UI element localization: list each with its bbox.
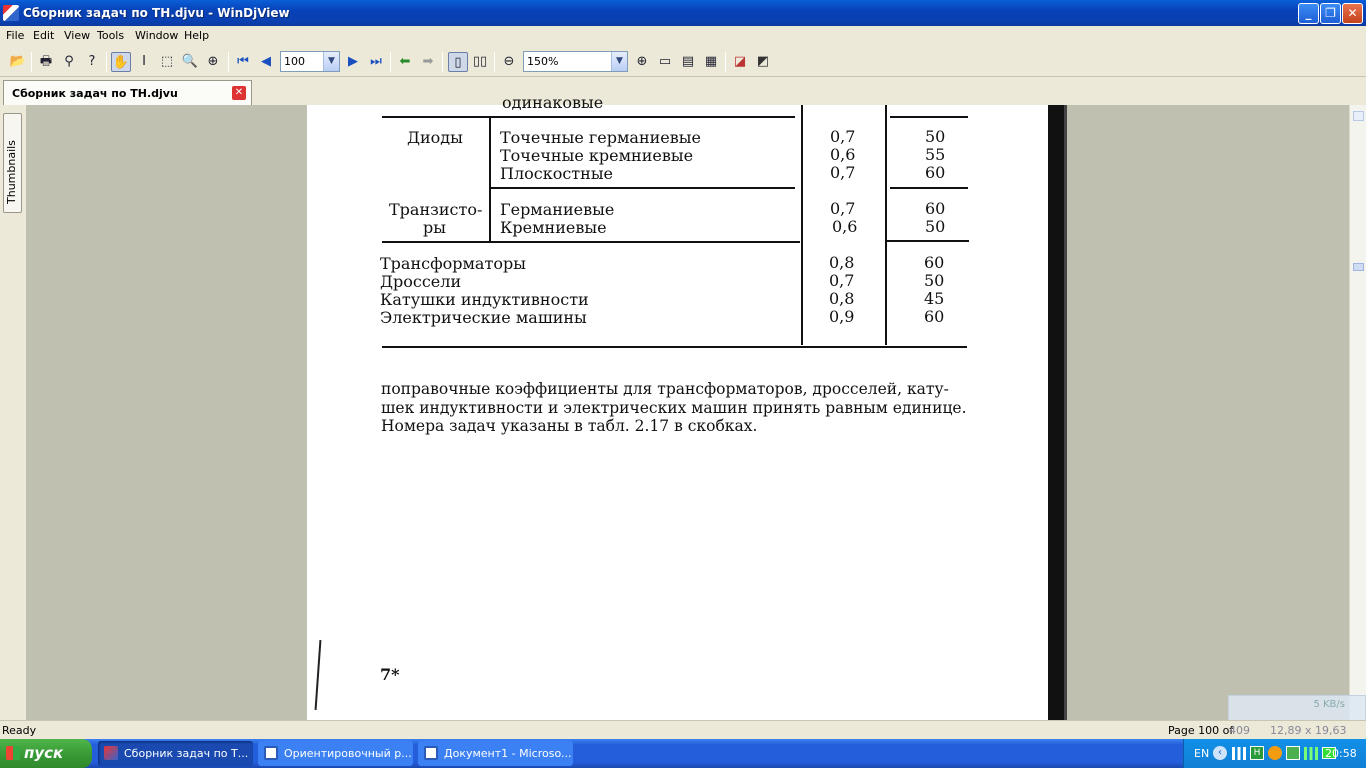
table-rule [382, 116, 795, 118]
page-scan-edge [1064, 105, 1067, 720]
minimize-button[interactable]: _ [1298, 3, 1319, 24]
transistor-row-k: 0,6 [832, 217, 858, 236]
thumbnails-tab-label: Thumbnails [5, 140, 18, 204]
page-info: Page 100 of [1168, 724, 1234, 737]
display-bw-icon[interactable]: ◩ [756, 54, 770, 69]
window-title: Сборник задач по ТН.djvu - WinDjView [23, 6, 290, 20]
footnote-mark: 7* [380, 665, 400, 684]
zoom-out-icon[interactable]: ⊖ [503, 54, 515, 69]
toolbar-separator [228, 52, 229, 72]
diode-row-name: Точечные кремниевые [500, 146, 694, 165]
windjview-icon [104, 746, 118, 760]
language-indicator[interactable]: EN [1194, 747, 1210, 760]
table-divider [489, 116, 491, 242]
toolbar-separator [442, 52, 443, 72]
table-rule [490, 187, 795, 189]
system-tray [1183, 739, 1366, 768]
task-item-word-2[interactable] [418, 741, 573, 766]
status-bar [0, 720, 1366, 739]
other-row-k: 0,9 [829, 307, 855, 326]
other-row-t: 50 [924, 271, 945, 290]
chevron-down-icon[interactable]: ▼ [611, 52, 627, 71]
menu-file[interactable]: File [6, 29, 25, 42]
transistor-row-name: Германиевые [500, 200, 615, 219]
hand-tool-icon[interactable]: ✋ [111, 52, 131, 72]
diode-row-k: 0,7 [830, 127, 856, 146]
task-label: Документ1 - Microso... [444, 747, 572, 760]
menu-window[interactable]: Window [135, 29, 179, 42]
menu-bar [0, 26, 1366, 46]
toolbar [0, 47, 1366, 77]
first-page-icon[interactable]: ⏮ [237, 54, 249, 69]
chevron-down-icon[interactable]: ▼ [323, 52, 339, 71]
app-tray-icon[interactable]: Н [1250, 746, 1264, 760]
document-tab[interactable] [3, 80, 252, 105]
page-number-combo[interactable] [280, 51, 340, 72]
app-icon[interactable] [3, 5, 19, 21]
windows-logo-icon [6, 746, 20, 760]
other-row-k: 0,8 [829, 289, 855, 308]
other-row-name: Катушки индуктивности [380, 290, 589, 309]
status-text: Ready [2, 724, 37, 737]
find-icon[interactable]: ⚲ [64, 54, 74, 69]
fit-width-icon[interactable]: ▤ [681, 54, 695, 69]
next-page-icon[interactable]: ▶ [348, 54, 358, 69]
fit-page-icon[interactable]: ▭ [658, 54, 672, 69]
other-row-name: Электрические машины [380, 308, 587, 327]
zoom-rect-icon[interactable]: ⊕ [207, 54, 219, 69]
page-total: 409 [1229, 724, 1250, 737]
rect-select-icon[interactable]: ⬚ [160, 54, 174, 69]
table-rule [890, 187, 968, 189]
diode-row-k: 0,6 [830, 145, 856, 164]
page-size: 12,89 x 19,63 [1270, 724, 1347, 737]
transistor-row-t: 50 [925, 217, 946, 236]
signal-icon[interactable] [1232, 747, 1246, 760]
other-row-t: 60 [924, 253, 945, 272]
other-row-t: 45 [924, 289, 945, 308]
tab-bar [0, 78, 1366, 105]
maximize-button[interactable]: ❐ [1320, 3, 1341, 24]
scroll-thumb[interactable] [1353, 263, 1364, 271]
zoom-in-icon[interactable]: ⊕ [636, 54, 648, 69]
start-button[interactable] [0, 739, 92, 768]
menu-edit[interactable]: Edit [33, 29, 55, 42]
facing-pages-icon[interactable]: ▯▯ [472, 54, 488, 69]
diode-row-name: Плоскостные [500, 164, 614, 183]
toolbar-separator [725, 52, 726, 72]
text-select-icon[interactable]: I [142, 54, 146, 69]
other-row-name: Дроссели [380, 272, 462, 291]
thumbnails-tab[interactable] [3, 113, 22, 213]
shield-icon[interactable] [1286, 746, 1300, 760]
last-page-icon[interactable]: ⏭ [370, 54, 382, 69]
diode-row-t: 50 [925, 127, 946, 146]
table-rule [890, 116, 968, 118]
transistors-label-cont: ры [423, 218, 446, 237]
back-icon[interactable]: ⬅ [399, 54, 411, 69]
print-icon[interactable]: 🖶 [39, 54, 53, 69]
transistor-row-k: 0,7 [830, 199, 856, 218]
table-bottom-rule [382, 346, 967, 348]
help-icon[interactable]: ? [88, 54, 96, 69]
zoom-combo[interactable] [523, 51, 628, 72]
word-icon [264, 746, 278, 760]
table-divider [885, 105, 887, 345]
close-tab-icon[interactable]: ✕ [232, 86, 246, 100]
start-label: пуск [24, 744, 64, 762]
table-rule [382, 241, 800, 243]
prev-page-icon[interactable]: ◀ [261, 54, 271, 69]
scan-artifact [315, 640, 322, 710]
task-label: Сборник задач по Т... [124, 747, 249, 760]
diode-row-t: 60 [925, 163, 946, 182]
tray-expand-icon[interactable]: ‹ [1213, 746, 1227, 760]
task-item-windjview[interactable] [98, 741, 253, 766]
diode-row-name: Точечные германиевые [500, 128, 701, 147]
page-number-value: 100 [284, 55, 305, 68]
toolbar-separator [31, 52, 32, 72]
top-partial-text: одинаковые [502, 93, 604, 112]
menu-help[interactable]: Help [184, 29, 210, 42]
other-row-k: 0,8 [829, 253, 855, 272]
menu-tools[interactable]: Tools [97, 29, 125, 42]
actual-size-icon[interactable]: ▦ [704, 54, 718, 69]
zoom-value: 150% [527, 55, 559, 68]
clock[interactable]: 20:58 [1325, 747, 1357, 760]
close-button[interactable]: ✕ [1342, 3, 1363, 24]
zoom-icon[interactable]: 🔍 [181, 54, 199, 69]
diode-row-t: 55 [925, 145, 946, 164]
paragraph-line: поправочные коэффициенты для трансформаторов, дросселей, кату- [381, 380, 949, 398]
other-row-t: 60 [924, 307, 945, 326]
task-label: Ориентировочный р... [284, 747, 412, 760]
paragraph-line: шек индуктивности и электрических машин принять равным единице. [381, 399, 967, 417]
network-icon[interactable] [1304, 747, 1318, 760]
network-speed: 5 KB/s [1313, 699, 1345, 710]
browser-tray-icon[interactable] [1268, 746, 1282, 760]
toolbar-separator [390, 52, 391, 72]
forward-icon[interactable]: ➡ [422, 54, 434, 69]
taskbar [0, 739, 1366, 768]
toolbar-separator [494, 52, 495, 72]
other-row-name: Трансформаторы [380, 254, 526, 273]
transistor-row-t: 60 [925, 199, 946, 218]
table-rule [886, 240, 969, 242]
word-icon [424, 746, 438, 760]
table-divider [801, 105, 803, 345]
open-folder-icon[interactable]: 📂 [9, 54, 27, 69]
document-page[interactable] [307, 93, 1067, 720]
single-page-icon[interactable]: ▯ [448, 52, 468, 72]
diode-row-k: 0,7 [830, 163, 856, 182]
other-row-k: 0,7 [829, 271, 855, 290]
display-color-icon[interactable]: ◪ [733, 54, 747, 69]
title-bar [0, 0, 1366, 26]
page-scan-edge [1048, 105, 1064, 720]
transistors-label: Транзисто- [389, 200, 483, 219]
document-tab-label: Сборник задач по ТН.djvu [12, 87, 178, 100]
toolbar-separator [106, 52, 107, 72]
diodes-label: Диоды [407, 128, 463, 147]
paragraph-line: Номера задач указаны в табл. 2.17 в скобках. [381, 417, 758, 435]
task-item-word-1[interactable] [258, 741, 413, 766]
scroll-up-arrow[interactable] [1353, 111, 1364, 121]
menu-view[interactable]: View [64, 29, 91, 42]
transistor-row-name: Кремниевые [500, 218, 607, 237]
vertical-scrollbar[interactable] [1349, 105, 1366, 720]
